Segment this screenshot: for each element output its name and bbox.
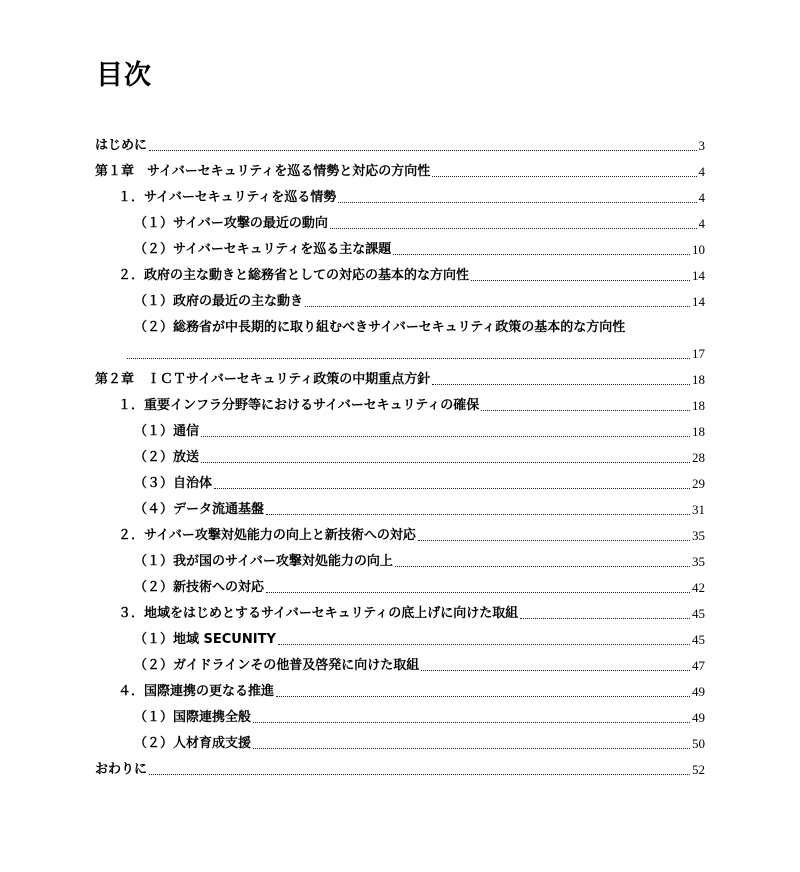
dot-leader — [127, 358, 690, 359]
toc-entry-subsection-2-1-3[interactable] — [95, 467, 705, 493]
toc-entry-label: （１）国際連携全般 — [134, 710, 252, 725]
dot-leader — [201, 462, 690, 463]
toc-entry-label: （１）我が国のサイバー攻撃対処能力の向上 — [134, 554, 393, 569]
toc-entry-subsection-2-2-2[interactable] — [95, 571, 705, 597]
toc-entry-subsection-2-1-1[interactable] — [95, 415, 705, 441]
dot-leader — [338, 202, 696, 203]
toc-page-number: 10 — [692, 242, 705, 257]
dot-leader — [393, 254, 690, 255]
dot-leader — [432, 176, 696, 177]
dot-leader — [266, 514, 690, 515]
dot-leader — [149, 150, 696, 151]
toc-entry-chapter-2[interactable] — [95, 363, 705, 389]
table-of-contents — [95, 129, 705, 779]
toc-entry-label: （１）政府の最近の主な動き — [134, 294, 304, 309]
toc-entry-section-2-2[interactable] — [95, 519, 705, 545]
toc-page-number: 28 — [692, 450, 705, 465]
dot-leader — [395, 566, 690, 567]
dot-leader — [305, 306, 690, 307]
dot-leader — [253, 748, 690, 749]
toc-entry-label: おわりに — [95, 762, 148, 777]
toc-entry-section-1-2[interactable] — [95, 259, 705, 285]
toc-entry-subsection-2-2-1[interactable] — [95, 545, 705, 571]
dot-leader — [432, 384, 690, 385]
toc-entry-chapter-1[interactable] — [95, 155, 705, 181]
toc-entry-subsection-1-2-1[interactable] — [95, 285, 705, 311]
toc-entry-section-2-1[interactable] — [95, 389, 705, 415]
toc-page-number: 14 — [692, 294, 705, 309]
toc-entry-label: （２）ガイドラインその他普及啓発に向けた取組 — [134, 658, 420, 673]
toc-page-number: 17 — [692, 346, 705, 361]
toc-entry-label: （２）総務省が中長期的に取り組むべきサイバーセキュリティ政策の基本的な方向性 — [134, 320, 626, 335]
toc-entry-conclusion[interactable] — [95, 753, 705, 779]
toc-page-number: 4 — [698, 216, 705, 231]
dot-leader — [214, 488, 690, 489]
toc-page-number: 29 — [692, 476, 705, 491]
toc-page-number: 49 — [692, 684, 705, 699]
dot-leader — [520, 618, 690, 619]
dot-leader — [471, 280, 690, 281]
toc-page-number: 45 — [692, 606, 705, 621]
toc-entry-subsection-1-1-1[interactable] — [95, 207, 705, 233]
toc-entry-label: はじめに — [95, 138, 148, 153]
toc-page-number: 50 — [692, 736, 705, 751]
toc-page-number: 31 — [692, 502, 705, 517]
toc-page-number: 52 — [692, 762, 705, 777]
toc-entry-subsection-1-1-2[interactable] — [95, 233, 705, 259]
toc-entry-section-1-1[interactable] — [95, 181, 705, 207]
toc-page-number: 18 — [692, 424, 705, 439]
toc-entry-label: １．重要インフラ分野等におけるサイバーセキュリティの確保 — [118, 398, 480, 413]
toc-entry-label: １．サイバーセキュリティを巡る情勢 — [118, 190, 337, 205]
toc-entry-label: 第１章 サイバーセキュリティを巡る情勢と対応の方向性 — [95, 164, 431, 179]
toc-page-number: 35 — [692, 554, 705, 569]
dot-leader — [266, 592, 690, 593]
toc-entry-label: （１）地域 SECUNITY — [134, 632, 276, 647]
toc-page-number: 14 — [692, 268, 705, 283]
toc-page-number: 45 — [692, 632, 705, 647]
toc-entry-label: ３．地域をはじめとするサイバーセキュリティの底上げに向けた取組 — [118, 606, 519, 621]
dot-leader — [421, 670, 690, 671]
toc-entry-label: （４）データ流通基盤 — [134, 502, 265, 517]
toc-entry-intro[interactable] — [95, 129, 705, 155]
toc-entry-subsection-2-3-2[interactable] — [95, 649, 705, 675]
toc-entry-section-2-4[interactable] — [95, 675, 705, 701]
toc-entry-subsection-2-4-2[interactable] — [95, 727, 705, 753]
toc-entry-subsection-2-1-2[interactable] — [95, 441, 705, 467]
toc-entry-label: （２）サイバーセキュリティを巡る主な課題 — [134, 242, 392, 257]
toc-page-number: 42 — [692, 580, 705, 595]
toc-entry-label: （２）放送 — [134, 450, 200, 465]
toc-page-number: 18 — [692, 372, 705, 387]
toc-entry-label: （１）通信 — [134, 424, 200, 439]
toc-page-number: 3 — [698, 138, 705, 153]
dot-leader — [418, 540, 690, 541]
page-title: 目次 — [96, 60, 152, 91]
dot-leader — [253, 722, 690, 723]
toc-page-number: 35 — [692, 528, 705, 543]
dot-leader — [276, 696, 690, 697]
dot-leader — [201, 436, 690, 437]
toc-entry-label: ２．サイバー攻撃対処能力の向上と新技術への対応 — [118, 528, 416, 543]
toc-entry-subsection-1-2-2-continuation[interactable] — [95, 337, 705, 363]
toc-entry-label: （３）自治体 — [134, 476, 213, 491]
toc-page-number: 18 — [692, 398, 705, 413]
toc-entry-label: （２）人材育成支援 — [134, 736, 252, 751]
toc-page-number: 49 — [692, 710, 705, 725]
toc-page-number: 4 — [698, 190, 705, 205]
toc-entry-section-2-3[interactable] — [95, 597, 705, 623]
dot-leader — [278, 644, 690, 645]
toc-entry-label: 第２章 ＩＣＴサイバーセキュリティ政策の中期重点方針 — [95, 372, 431, 387]
toc-entry-label: ４．国際連携の更なる推進 — [118, 684, 275, 699]
dot-leader — [149, 774, 690, 775]
toc-entry-subsection-2-4-1[interactable] — [95, 701, 705, 727]
toc-entry-subsection-2-3-1[interactable] — [95, 623, 705, 649]
toc-entry-label: （１）サイバー攻撃の最近の動向 — [134, 216, 328, 231]
toc-page-number: 4 — [698, 164, 705, 179]
toc-entry-label: ２．政府の主な動きと総務省としての対応の基本的な方向性 — [118, 268, 470, 283]
dot-leader — [481, 410, 690, 411]
toc-entry-subsection-1-2-2[interactable] — [95, 311, 705, 337]
toc-entry-label: （２）新技術への対応 — [134, 580, 265, 595]
toc-entry-subsection-2-1-4[interactable] — [95, 493, 705, 519]
dot-leader — [330, 228, 697, 229]
toc-page-number: 47 — [692, 658, 705, 673]
